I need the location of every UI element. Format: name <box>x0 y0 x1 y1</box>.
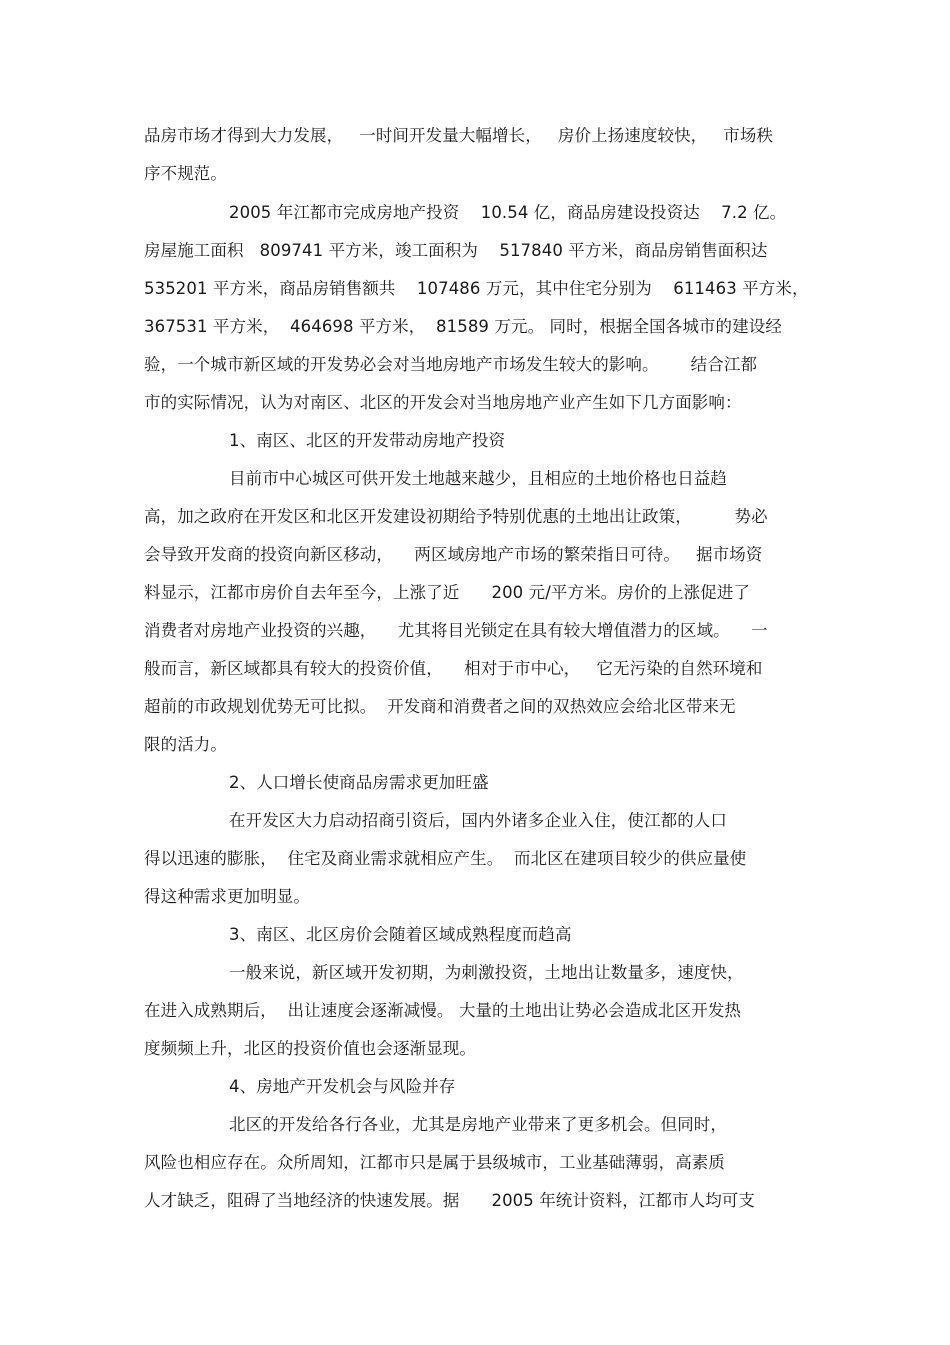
text-line: 会导致开发商的投资向新区移动， 两区域房地产市场的繁荣指日可待。 据市场资 <box>144 545 763 564</box>
text-line: 人才缺乏，阻碍了当地经济的快速发展。据 2005 年统计资料，江都市人均可支 <box>144 1191 756 1210</box>
text-line: 得以迅速的膨胀， 住宅及商业需求就相应产生。 而北区在建项目较少的供应量使 <box>144 849 747 868</box>
text-line: 市的实际情况，认为对南区、北区的开发会对当地房地产业产生如下几方面影响： <box>144 393 742 412</box>
section-heading: 2、人口增长使商品房需求更加旺盛 <box>229 773 489 792</box>
text-line: 一般来说，新区域开发初期，为刺激投资，土地出让数量多，速度快， <box>229 963 744 982</box>
text-line: 在开发区大力启动招商引资后，国内外诸多企业入住，使江都的人口 <box>229 811 727 830</box>
text-line: 风险也相应存在。众所周知，江都市只是属于县级城市，工业基础薄弱，高素质 <box>144 1153 725 1172</box>
text-line: 在进入成熟期后， 出让速度会逐渐减慢。 大量的土地出让势必会造成北区开发热 <box>144 1001 742 1020</box>
text-line: 得这种需求更加明显。 <box>144 887 310 906</box>
text-line: 房屋施工面积 809741 平方米，竣工面积为 517840 平方米，商品房销售面积达 <box>144 241 768 260</box>
text-line: 2005 年江都市完成房地产投资 10.54 亿，商品房建设投资达 7.2 亿。 <box>229 203 787 222</box>
text-line: 超前的市政规划优势无可比拟。 开发商和消费者之间的双热效应会给北区带来无 <box>144 697 736 716</box>
text-line: 北区的开发给各行各业，尤其是房地产业带来了更多机会。但同时， <box>229 1115 727 1134</box>
section-heading: 3、南区、北区房价会随着区域成熟程度而趋高 <box>229 925 572 944</box>
text-line: 序不规范。 <box>144 164 227 183</box>
text-line: 验，一个城市新区域的开发势必会对当地房地产市场发生较大的影响。 结合江都 <box>144 355 758 374</box>
section-heading: 1、南区、北区的开发带动房地产投资 <box>229 431 506 450</box>
text-line: 般而言，新区域都具有较大的投资价值， 相对于市中心， 它无污染的自然环境和 <box>144 659 763 678</box>
text-line: 消费者对房地产业投资的兴趣， 尤其将目光锁定在具有较大增值潜力的区域。 一 <box>144 621 768 640</box>
text-line: 品房市场才得到大力发展， 一时间开发量大幅增长， 房价上扬速度较快， 市场秩 <box>144 126 774 145</box>
text-line: 目前市中心城区可供开发土地越来越少，且相应的土地价格也日益趋 <box>229 469 727 488</box>
section-heading: 4、房地产开发机会与风险并存 <box>229 1077 456 1096</box>
text-line: 限的活力。 <box>144 735 227 754</box>
text-line: 料显示，江都市房价自去年至今，上涨了近 200 元/平方米。房价的上涨促进了 <box>144 583 751 602</box>
text-line: 367531 平方米， 464698 平方米， 81589 万元。 同时，根据全国各城市的建设经 <box>144 317 782 336</box>
text-line: 度频频上升，北区的投资价值也会逐渐显现。 <box>144 1039 476 1058</box>
text-line: 535201 平方米，商品房销售额共 107486 万元，其中住宅分别为 611463 平方米， <box>144 279 809 298</box>
text-line: 高，加之政府在开发区和北区开发建设初期给予特别优惠的土地出让政策， 势必 <box>144 507 768 526</box>
